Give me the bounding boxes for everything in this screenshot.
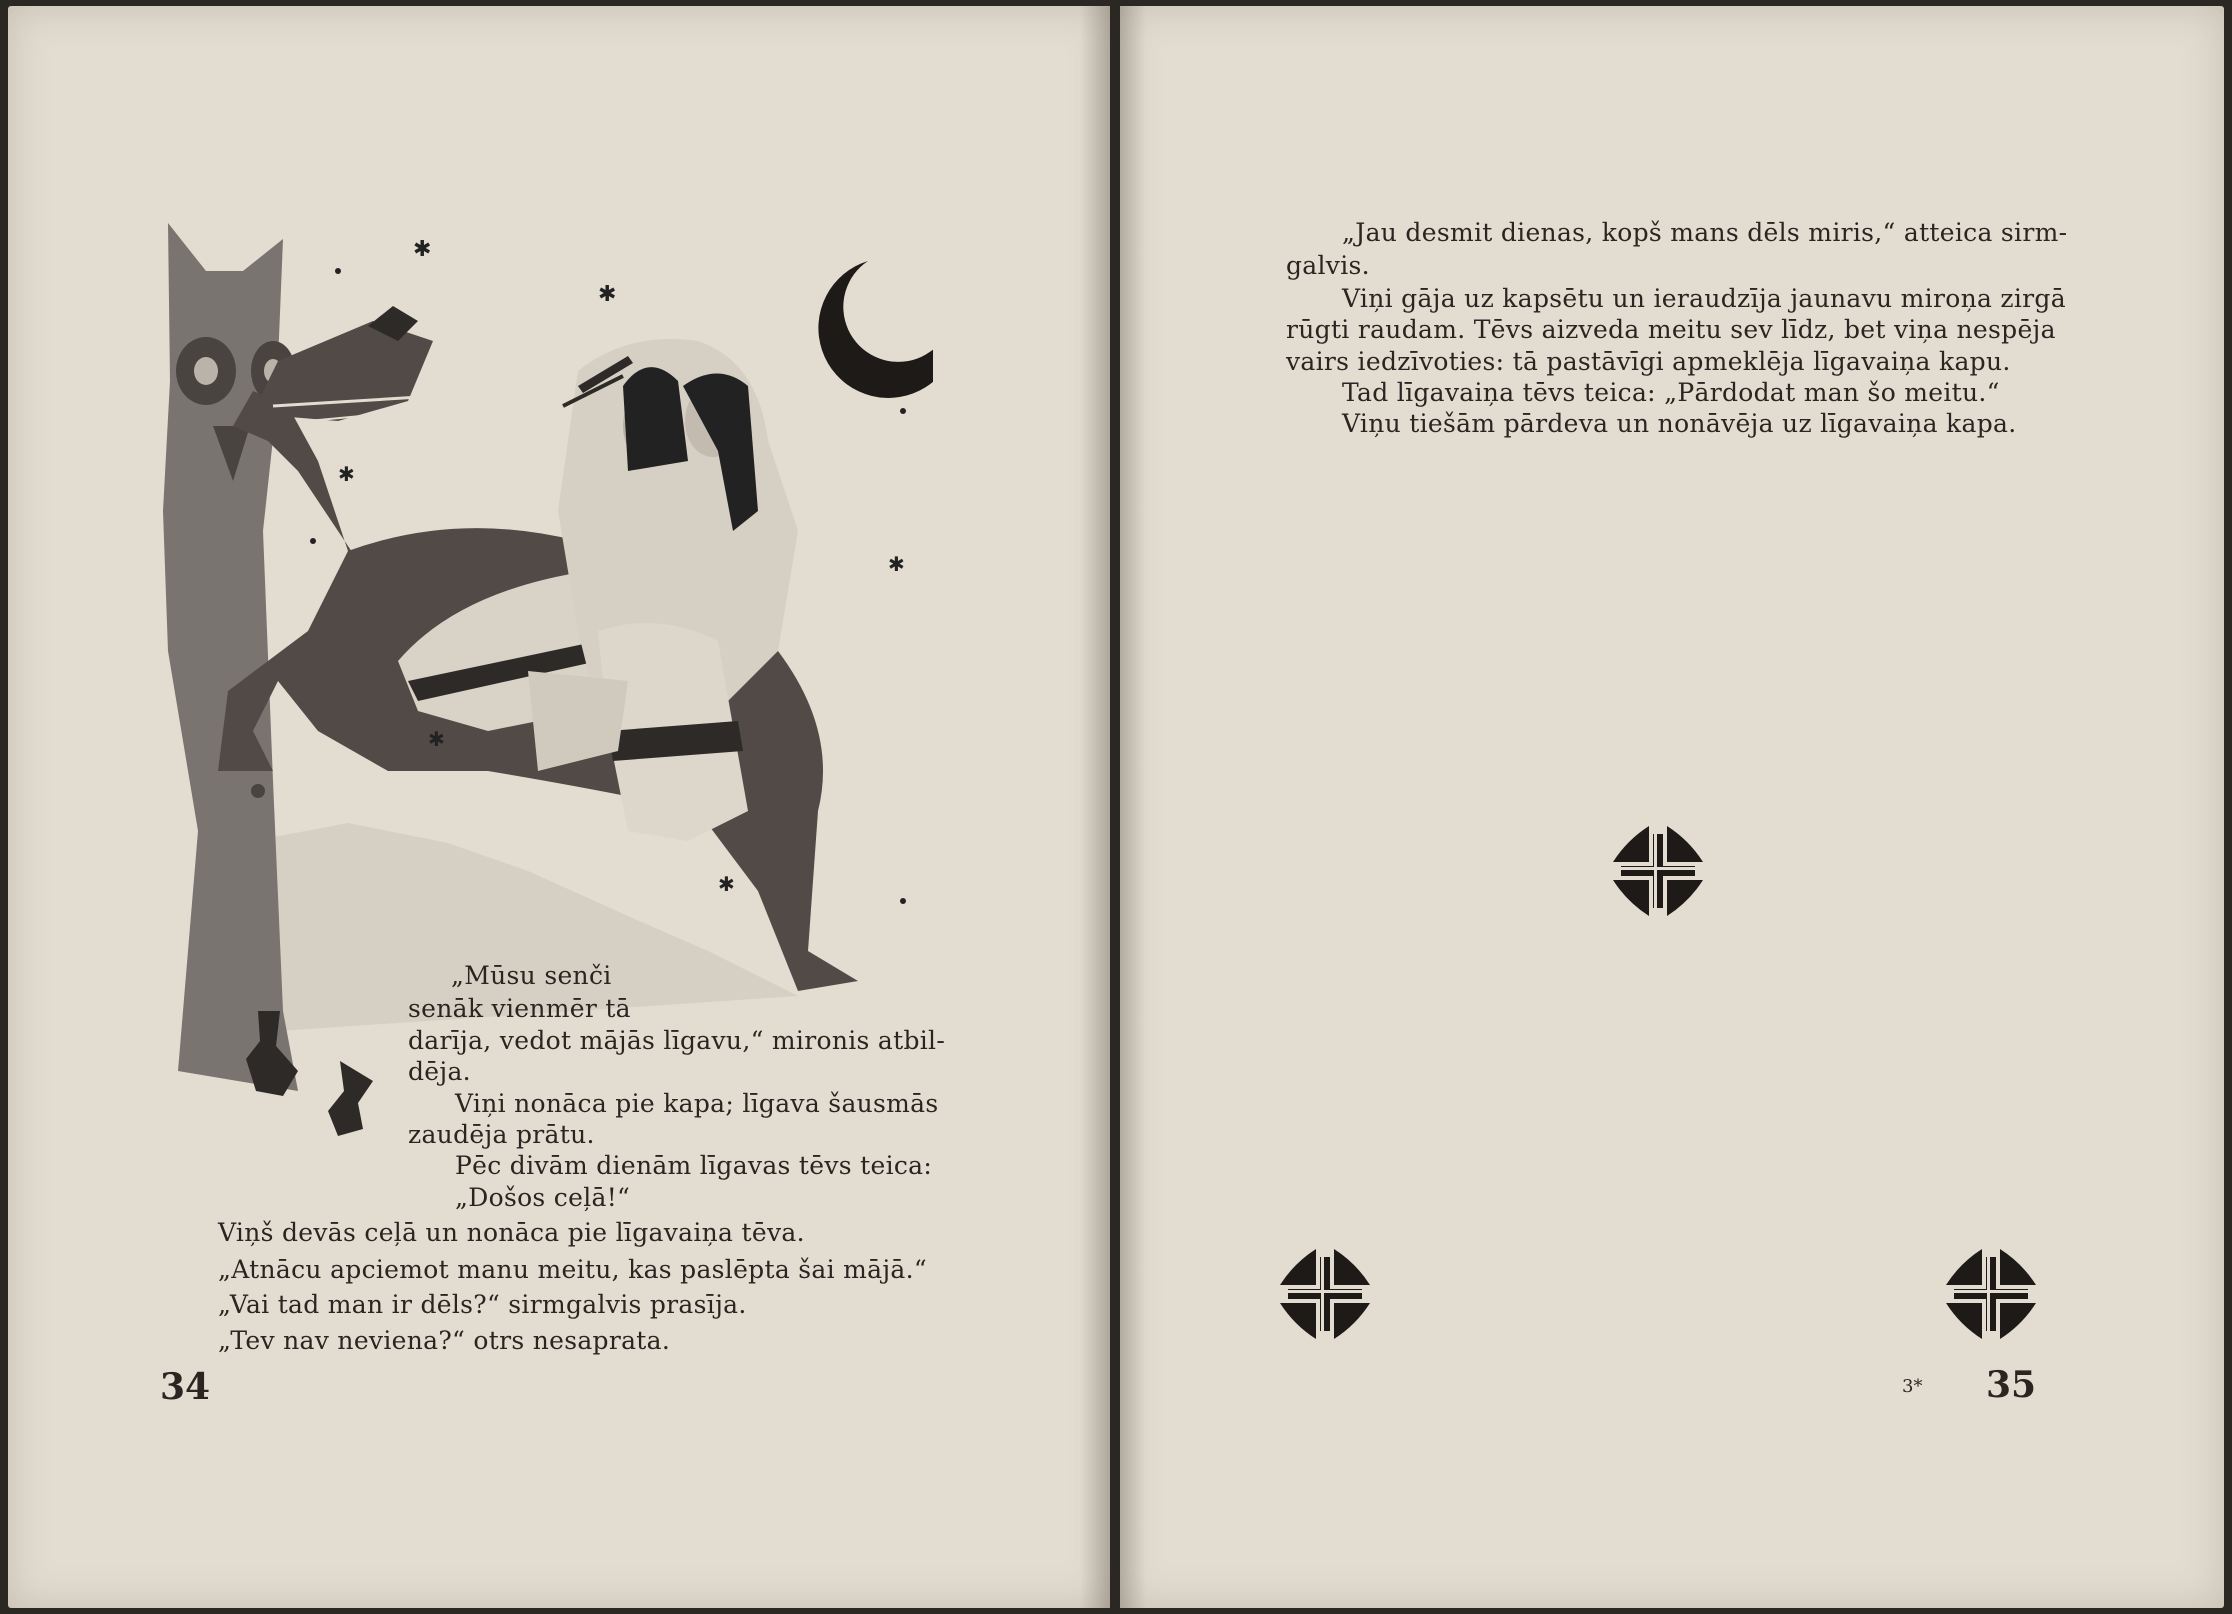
svg-text:✱: ✱ <box>413 237 432 262</box>
svg-text:✱: ✱ <box>428 727 445 751</box>
body-line: Viņš devās ceļā un nonāca pie līgavaiņa tēva. <box>218 1218 805 1247</box>
body-line: „Tev nav neviena?“ otrs nesaprata. <box>218 1326 671 1355</box>
gutter-shadow <box>1120 6 1146 1608</box>
inset-line: senāk vienmēr tā <box>408 994 631 1023</box>
cross-ornament-icon <box>1280 1249 1370 1339</box>
body-line: „Vai tad man ir dēls?“ sirmgalvis prasīja. <box>218 1290 747 1319</box>
page-number: 34 <box>160 1366 211 1408</box>
svg-text:✱: ✱ <box>598 282 617 307</box>
text-line: Viņi gāja uz kapsētu un ieraudzīja jaunavu miroņa zirgā <box>1342 284 2066 313</box>
right-page <box>1120 6 2224 1608</box>
inset-line: zaudēja prātu. <box>408 1120 595 1149</box>
inset-line: „Mūsu senči <box>451 961 612 990</box>
cross-ornament-icon <box>1946 1249 2036 1339</box>
text-line: „Jau desmit dienas, kopš mans dēls miris,“ atteica sirm- <box>1342 218 2068 247</box>
gutter-shadow <box>1080 6 1110 1608</box>
text-line: Viņu tiešām pārdeva un nonāvēja uz līgavaiņa kapa. <box>1342 409 2017 438</box>
inset-line: Viņi nonāca pie kapa; līgava šausmās <box>455 1089 939 1118</box>
inset-line: Pēc divām dienām līgavas tēvs teica: <box>455 1151 933 1180</box>
inset-line: darīja, vedot mājās līgavu,“ mironis atbil- <box>408 1026 946 1055</box>
text-line: galvis. <box>1286 251 1370 280</box>
body-line: „Atnācu apciemot manu meitu, kas paslēpta šai mājā.“ <box>218 1255 927 1284</box>
text-line: Tad līgavaiņa tēvs teica: „Pārdodat man šo meitu.“ <box>1342 378 2000 407</box>
text-line: rūgti raudam. Tēvs aizveda meitu sev līdz, bet viņa nespēja <box>1286 315 2056 344</box>
signature-mark: 3* <box>1902 1376 1923 1397</box>
svg-text:✱: ✱ <box>718 872 735 896</box>
left-page <box>8 6 1110 1608</box>
inset-line: „Došos ceļā!“ <box>455 1183 631 1212</box>
svg-text:✱: ✱ <box>338 462 355 486</box>
cross-ornament-icon <box>1613 826 1703 916</box>
page-number: 35 <box>1986 1364 2037 1406</box>
inset-line: dēja. <box>408 1057 471 1086</box>
svg-text:✱: ✱ <box>888 552 905 576</box>
text-line: vairs iedzīvoties: tā pastāvīgi apmeklēja līgavaiņa kapu. <box>1286 347 2011 376</box>
